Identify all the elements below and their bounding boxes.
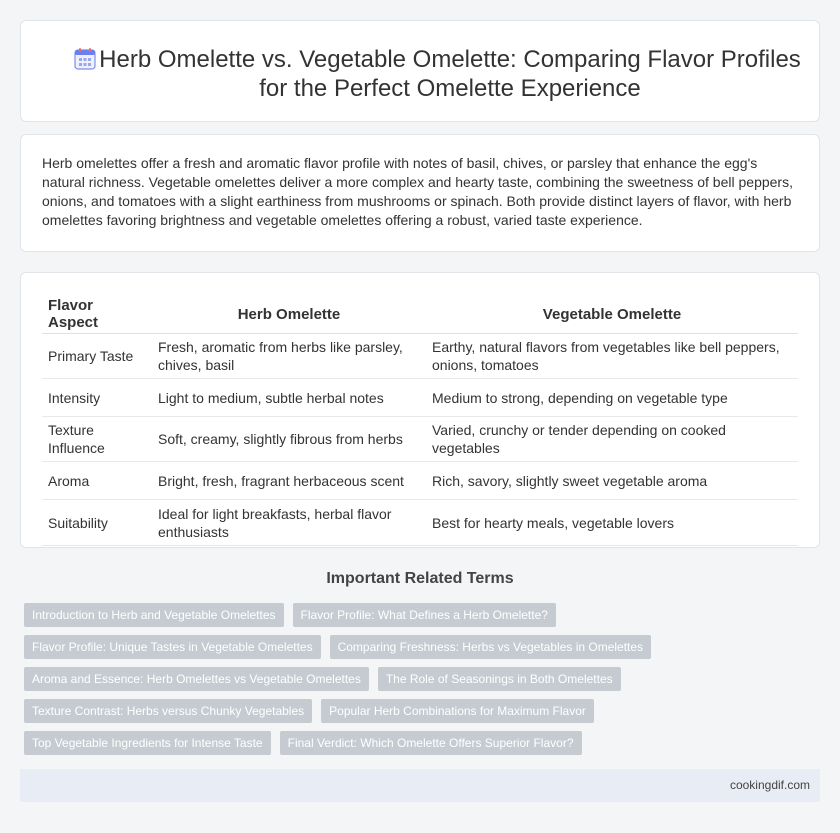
tag-row <box>24 667 621 691</box>
header-vegetable-omelette: Vegetable Omelette <box>426 293 798 334</box>
header-flavor-aspect: Flavor Aspect <box>42 293 152 334</box>
related-term-tag[interactable]: Top Vegetable Ingredients for Intense Taste <box>24 731 271 755</box>
table-cell: Fresh, aromatic from herbs like parsley, chives, basil <box>152 334 426 379</box>
table-cell: Primary Taste <box>42 334 152 379</box>
table-cell: Aroma <box>42 462 152 500</box>
table-cell: Bright, fresh, fragrant herbaceous scent <box>152 462 426 500</box>
table-cell: Texture Influence <box>42 417 152 462</box>
page-title: Herb Omelette vs. Vegetable Omelette: Comparing Flavor Profiles for the Perfect Omelette Experience <box>99 46 801 102</box>
table-cell: Best for hearty meals, vegetable lovers <box>426 500 798 546</box>
table-cell: Light to medium, subtle herbal notes <box>152 379 426 417</box>
footer-site-link[interactable]: cookingdif.com <box>729 778 810 792</box>
comparison-table <box>42 293 798 546</box>
table-row <box>42 500 798 546</box>
table-row <box>42 462 798 500</box>
related-term-tag[interactable]: Aroma and Essence: Herb Omelettes vs Vegetable Omelettes <box>24 667 369 691</box>
tag-row <box>24 635 651 659</box>
related-term-tag[interactable]: Comparing Freshness: Herbs vs Vegetables in Omelettes <box>330 635 651 659</box>
table-cell: Intensity <box>42 379 152 417</box>
table-cell: Rich, savory, slightly sweet vegetable aroma <box>426 462 798 500</box>
table-cell: Earthy, natural flavors from vegetables like bell peppers, onions, tomatoes <box>426 334 798 379</box>
intro-paragraph: Herb omelettes offer a fresh and aromatic flavor profile with notes of basil, chives, or parsley that enhance the egg's natural richness. Vegetable omelettes deliver a more complex and hearty taste, combining the sweetness of bell peppers, onions, and tomatoes with a slight earthiness from mushrooms or spinach. Both provide distinct layers of flavor, with herb omelettes favoring brightness and vegetable omelettes offering a robust, varied taste experience. <box>42 155 793 228</box>
header-herb-omelette: Herb Omelette <box>152 293 426 334</box>
tag-row <box>24 699 594 723</box>
comparison-table-card <box>20 272 820 548</box>
table-header-row <box>42 293 798 334</box>
related-term-tag[interactable]: Popular Herb Combinations for Maximum Flavor <box>321 699 594 723</box>
table-cell: Soft, creamy, slightly fibrous from herbs <box>152 417 426 462</box>
related-term-tag[interactable]: Final Verdict: Which Omelette Offers Superior Flavor? <box>280 731 582 755</box>
table-row <box>42 334 798 379</box>
table-cell: Ideal for light breakfasts, herbal flavor enthusiasts <box>152 500 426 546</box>
related-term-tag[interactable]: Flavor Profile: What Defines a Herb Omelette? <box>293 603 556 627</box>
related-term-tag[interactable]: Texture Contrast: Herbs versus Chunky Vegetables <box>24 699 312 723</box>
table-cell: Suitability <box>42 500 152 546</box>
table-cell: Medium to strong, depending on vegetable type <box>426 379 798 417</box>
table-cell: Varied, crunchy or tender depending on cooked vegetables <box>426 417 798 462</box>
tag-row <box>24 603 556 627</box>
related-terms-title: Important Related Terms <box>326 570 514 587</box>
table-row <box>42 379 798 417</box>
tag-row <box>24 731 582 755</box>
intro-card <box>20 134 820 252</box>
related-term-tag[interactable]: Introduction to Herb and Vegetable Omelettes <box>24 603 284 627</box>
footer <box>20 769 820 802</box>
related-term-tag[interactable]: Flavor Profile: Unique Tastes in Vegetable Omelettes <box>24 635 321 659</box>
header-card <box>20 20 820 122</box>
table-row <box>42 417 798 462</box>
related-term-tag[interactable]: The Role of Seasonings in Both Omelettes <box>378 667 621 691</box>
